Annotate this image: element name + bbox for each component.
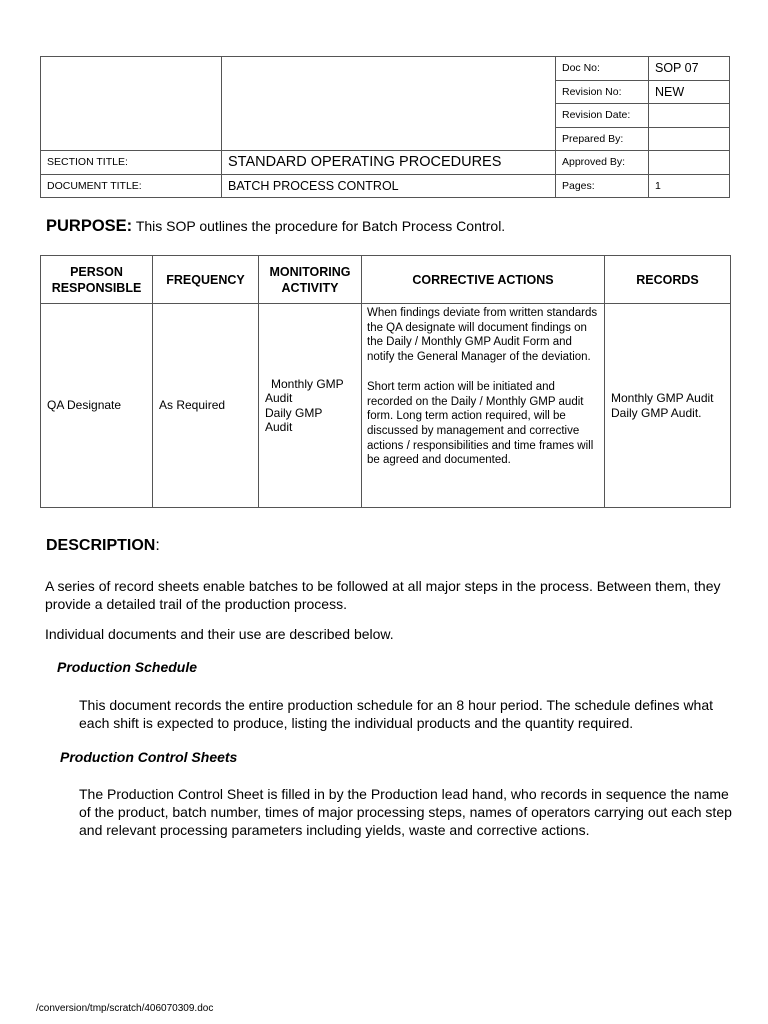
approved-by-label: Approved By: bbox=[556, 151, 649, 175]
subheading-production-schedule: Production Schedule bbox=[57, 659, 198, 675]
pages-label: Pages: bbox=[556, 174, 649, 198]
corrective-paragraph-2: Short term action will be initiated and recorded on the Daily / Monthly GMP audit form. Long term action required, will be discussed by management and corrective actions / responsibilities and time frames will be agreed and documented. bbox=[367, 380, 594, 467]
doc-no-value: SOP 07 bbox=[649, 57, 730, 81]
document-title-label: DOCUMENT TITLE: bbox=[41, 174, 222, 198]
col-header-corrective: CORRECTIVE ACTIONS bbox=[362, 256, 605, 304]
revision-no-label: Revision No: bbox=[556, 80, 649, 104]
prepared-by-label: Prepared By: bbox=[556, 127, 649, 151]
approved-by-value bbox=[649, 151, 730, 175]
production-schedule-text: This document records the entire production schedule for an 8 hour period. The schedule defines what each shift is expected to produce, listing the individual products and the quantity required. bbox=[79, 697, 714, 731]
pages-value: 1 bbox=[649, 174, 730, 198]
revision-date-value bbox=[649, 104, 730, 128]
col-header-monitoring: MONITORING ACTIVITY bbox=[259, 256, 362, 304]
document-header-table bbox=[40, 56, 730, 198]
description-paragraph-1: A series of record sheets enable batches to be followed at all major steps in the process. Between them, they provide a detailed trail of the production process. bbox=[45, 578, 721, 612]
footer-file-path: /conversion/tmp/scratch/406070309.doc bbox=[36, 1003, 214, 1014]
cell-frequency: As Required bbox=[153, 304, 259, 508]
cell-person: QA Designate bbox=[41, 304, 153, 508]
cell-corrective bbox=[362, 304, 605, 508]
purpose-line bbox=[46, 217, 505, 236]
activity-table bbox=[40, 255, 731, 508]
purpose-text: This SOP outlines the procedure for Batch Process Control. bbox=[132, 218, 506, 234]
prepared-by-value bbox=[649, 127, 730, 151]
section-title-value: STANDARD OPERATING PROCEDURES bbox=[222, 151, 556, 175]
table-header-row bbox=[41, 256, 731, 304]
header-blank-left bbox=[41, 57, 222, 151]
revision-no-value: NEW bbox=[649, 80, 730, 104]
corrective-paragraph-1: When findings deviate from written standards the QA designate will document findings on the Daily / Monthly GMP Audit Form and notify the General Manager of the deviation. bbox=[367, 307, 598, 364]
col-header-records: RECORDS bbox=[605, 256, 731, 304]
description-heading: DESCRIPTION: bbox=[46, 537, 160, 554]
revision-date-label: Revision Date: bbox=[556, 104, 649, 128]
doc-no-label: Doc No: bbox=[556, 57, 649, 81]
col-header-person: PERSON RESPONSIBLE bbox=[41, 256, 153, 304]
purpose-label: PURPOSE: bbox=[46, 217, 133, 235]
cell-records: Monthly GMP Audit Daily GMP Audit. bbox=[605, 304, 731, 508]
col-header-frequency: FREQUENCY bbox=[153, 256, 259, 304]
document-title-value: BATCH PROCESS CONTROL bbox=[222, 174, 556, 198]
section-title-label: SECTION TITLE: bbox=[41, 151, 222, 175]
cell-monitoring: Monthly GMP Audit Daily GMP Audit bbox=[259, 304, 362, 508]
header-blank-center bbox=[222, 57, 556, 151]
production-control-sheets-text: The Production Control Sheet is filled in by the Production lead hand, who records in sequence the name of the product, batch number, times of major processing steps, names of operators carrying out each step and relevant processing parameters including yields, waste and corrective actions. bbox=[79, 786, 732, 838]
description-paragraph-2: Individual documents and their use are described below. bbox=[45, 626, 394, 642]
subheading-production-control-sheets: Production Control Sheets bbox=[60, 749, 238, 765]
table-row bbox=[41, 304, 731, 508]
